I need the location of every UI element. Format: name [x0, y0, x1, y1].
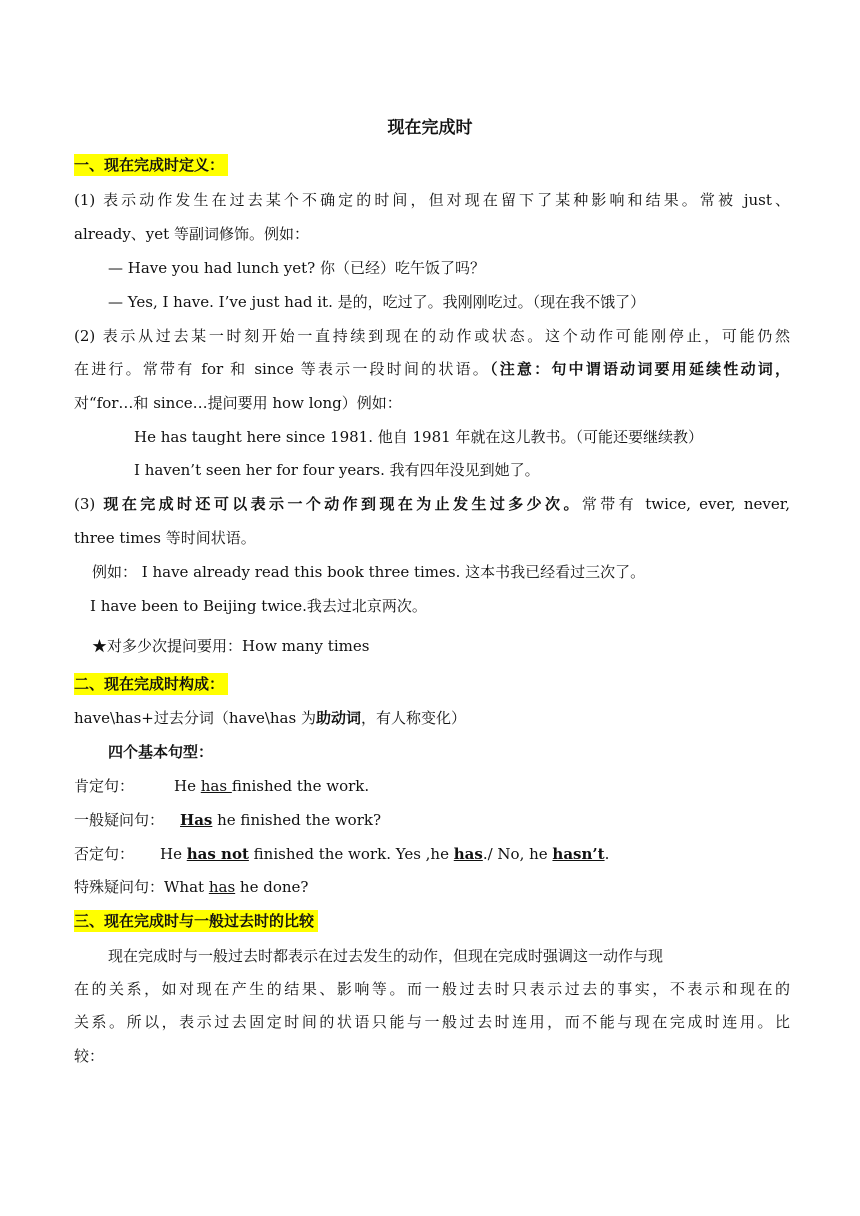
p2-line2	[74, 355, 790, 383]
affirmative-pre: He	[174, 777, 201, 795]
subheading-text: 四个基本句型：	[108, 743, 214, 761]
p3-line1-bold: 现在完成时还可以表示一个动作到现在为止发生过多少次。	[103, 495, 582, 513]
example-5: 例如： I have already read this book three times. 这本书我已经看过三次了。	[92, 563, 646, 581]
star-note: ★对多少次提问要用：How many times	[92, 637, 370, 655]
negative-pre: He	[160, 845, 187, 863]
p4-line2: 在的关系，如对现在产生的结果、影响等。而一般过去时只表示过去的事实，不表示和现在的	[74, 980, 790, 998]
question-aux: Has	[180, 811, 213, 829]
negative-aux: has not	[186, 845, 249, 863]
formula-bold: 助动词	[315, 709, 361, 727]
section-3-heading-line	[74, 907, 790, 935]
affirmative-label: 肯定句：	[74, 777, 135, 795]
special-aux: has	[208, 878, 236, 896]
example-3: He has taught here since 1981. 他自 1981 年就在这儿教书。（可能还要继续教）	[134, 428, 703, 446]
p4-line3: 关系。所以，表示过去固定时间的状语只能与一般过去时连用，而不能与现在完成时连用。比	[74, 1013, 790, 1031]
p1-line1: (1) 表示动作发生在过去某个不确定的时间，但对现在留下了某种影响和结果。常被 just、	[74, 191, 790, 209]
affirmative-aux: has	[200, 777, 232, 795]
example-6: I have been to Beijing twice.我去过北京两次。	[90, 597, 427, 615]
p3-line2: three times 等时间状语。	[74, 529, 256, 547]
negative-line	[74, 840, 790, 868]
section-3-heading: 三、现在完成时与一般过去时的比较	[74, 910, 318, 932]
special-label: 特殊疑问句：	[74, 878, 165, 896]
p3-line1	[74, 490, 790, 518]
question-label: 一般疑问句：	[74, 811, 165, 829]
page-title: 现在完成时	[387, 118, 473, 138]
affirmative-line	[74, 772, 790, 800]
section-1-heading-line	[74, 151, 790, 179]
affirmative-post: finished the work.	[231, 777, 370, 795]
section-2-heading: 二、现在完成时构成：	[74, 673, 228, 695]
p2-line1: (2) 表示从过去某一时刻开始一直持续到现在的动作或状态。这个动作可能刚停止，可能仍然	[74, 327, 790, 345]
negative-mid2: ./ No, he	[482, 845, 553, 863]
question-line	[74, 806, 790, 834]
p4-line4: 较：	[74, 1047, 105, 1065]
p3-line1-post: 常带有 twice, ever, never,	[581, 495, 790, 513]
special-question-line	[74, 873, 790, 901]
formula-line	[74, 704, 790, 732]
section-1-heading: 一、现在完成时定义：	[74, 154, 228, 176]
special-pre: What	[164, 878, 209, 896]
negative-mid1: finished the work. Yes ,he	[248, 845, 454, 863]
p2-line2-text: 在进行。常带有 for 和 since 等表示一段时间的状语。	[74, 360, 490, 378]
formula-post: ，有人称变化）	[360, 709, 466, 727]
p1-line2: already、yet 等副词修饰。例如：	[74, 225, 309, 243]
example-4: I haven’t seen her for four years. 我有四年没见到她了。	[134, 461, 540, 479]
p3-line1-num: (3)	[74, 495, 104, 513]
p2-line3: 对“for…和 since…提问要用 how long）例如：	[74, 394, 402, 412]
formula-text: have\has+过去分词（have\has 为	[74, 709, 316, 727]
negative-aux3: hasn’t	[552, 845, 605, 863]
subheading-four-patterns	[108, 738, 788, 766]
special-post: he done?	[235, 878, 309, 896]
negative-label: 否定句：	[74, 845, 135, 863]
negative-aux2: has	[453, 845, 483, 863]
question-post: he finished the work?	[212, 811, 382, 829]
example-1: — Have you had lunch yet? 你（已经）吃午饭了吗？	[108, 259, 485, 277]
p2-line2-note: （注意：句中谓语动词要用延续性动词，	[490, 360, 790, 378]
section-2-heading-line	[74, 670, 790, 698]
example-2: — Yes, I have. I’ve just had it. 是的，吃过了。我刚刚吃过。（现在我不饿了）	[108, 293, 646, 311]
p4-line1: 现在完成时与一般过去时都表示在过去发生的动作，但现在完成时强调这一动作与现	[108, 947, 664, 965]
negative-post: .	[604, 845, 610, 863]
